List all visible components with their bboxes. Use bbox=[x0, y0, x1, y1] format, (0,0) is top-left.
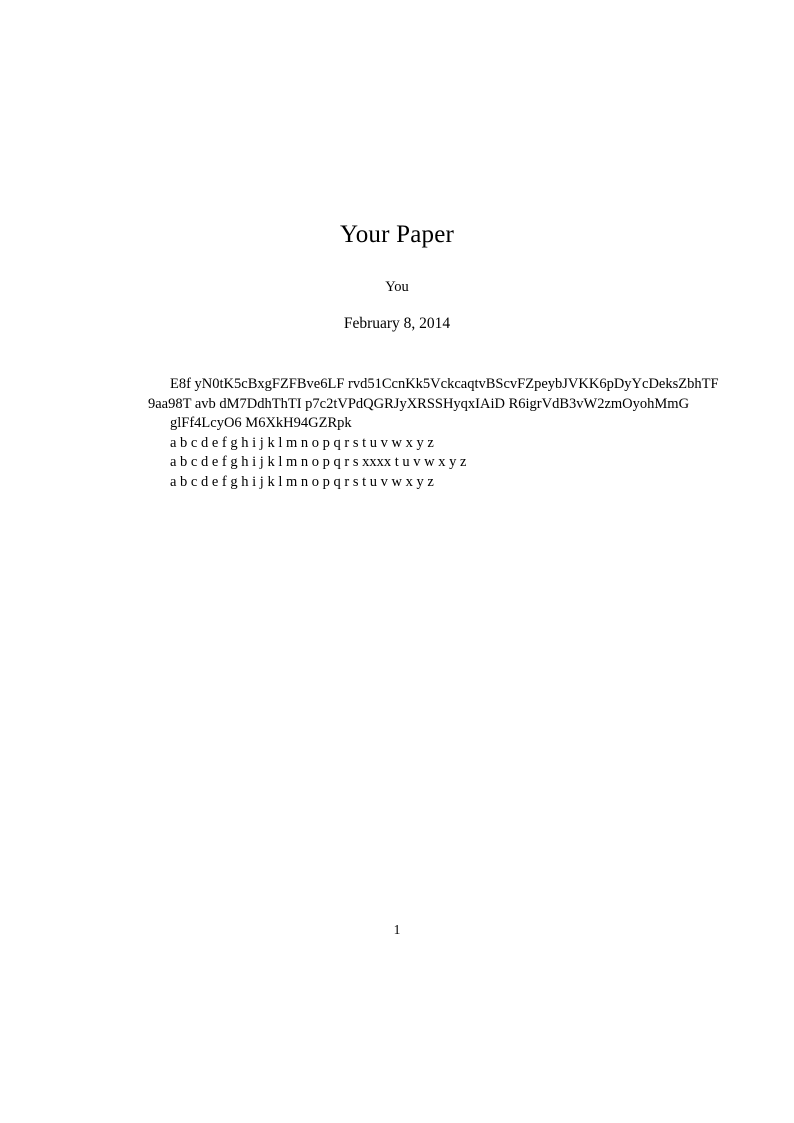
alphabet-line: a b c d e f g h i j k l m n o p q r s t u v w x y z bbox=[170, 434, 434, 451]
alphabet-line: a b c d e f g h i j k l m n o p q r s xxxx t u v w x y z bbox=[170, 454, 467, 471]
publication-date: February 8, 2014 bbox=[343, 315, 451, 332]
page-title: Your Paper bbox=[339, 221, 455, 248]
body-text bbox=[148, 375, 794, 493]
alphabet-line: a b c d e f g h i j k l m n o p q r s t u v w x y z bbox=[170, 473, 434, 490]
author-name: You bbox=[385, 279, 409, 295]
paragraph-line: E8f yN0tK5cBxgFZFBve6LF rvd51CcnKk5VckcaqtvBScvFZpeybJVKK6pDyYcDeksZbhTF bbox=[170, 376, 719, 392]
paragraph-line: glFf4LcyO6 M6XkH94GZRpk bbox=[170, 415, 352, 432]
page-number: 1 bbox=[393, 922, 401, 937]
paragraph-line: 9aa98T avb dM7DdhThTI p7c2tVPdQGRJyXRSSHyqxIAiD R6igrVdB3vW2zmOyohMmG bbox=[148, 395, 690, 412]
